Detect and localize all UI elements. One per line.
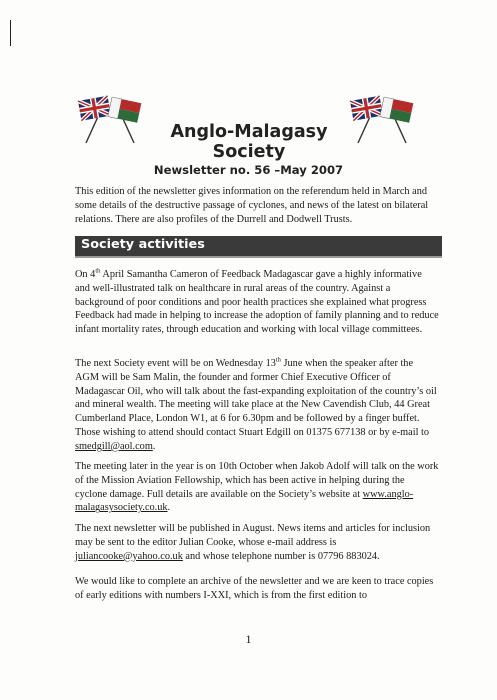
paragraph-next-event: The next Society event will be on Wednesday 13th June when the speaker after the AGM will be Sam Malin, the founder and former Chief Executive Officer of Madagascar Oil, who will talk about the fast-expanding exploitation of the country’s oil and mineral wealth. The meeting will take place at the New Cavendish Club, 44 Great Cumberland Place, London W1, at 6 for 6.30pm and be followed by a finger buffet. Those wishing to attend should contact Stuart Edgill on 01375 677138 or by e-mail to smedgill@aol.com. bbox=[75, 356, 437, 452]
intro-paragraph: This edition of the newsletter gives information on the referendum held in March and some details of the destructive passage of cyclones, and news of the latest on bilateral relations. There are also profiles of the Durrell and Dodwell Trusts. bbox=[75, 186, 429, 225]
masthead bbox=[0, 93, 497, 162]
section-header bbox=[75, 236, 442, 258]
paragraph-archive: We would like to complete an archive of the newsletter and we are keen to trace copies of early editions with numbers I-XXI, which is from the first edition to bbox=[75, 576, 434, 601]
website-link[interactable]: www.anglo-malagasysociety.co.uk bbox=[75, 488, 414, 514]
email-link-cooke[interactable]: juliancooke@yahoo.co.uk bbox=[75, 550, 183, 562]
newsletter-issue: Newsletter no. 56 –May 2007 bbox=[153, 163, 344, 177]
email-link-edgill[interactable]: smedgill@aol.com bbox=[75, 440, 153, 452]
section-title: Society activities bbox=[81, 237, 205, 252]
page-number: 1 bbox=[245, 632, 252, 646]
paragraph-october-meeting: The meeting later in the year is on 10th October when Jakob Adolf will talk on the work of the Mission Aviation Fellowship, which has been active in helping during the cyclone damage. Full details are available on the Society’s website at www.anglo-malagasysociety.co.uk. bbox=[75, 461, 439, 514]
paragraph-talk-report: On 4th April Samantha Cameron of Feedback Madagascar gave a highly informative and well-illustrated talk on healthcare in rural areas of the country. Against a background of poor conditions and poor health practices she explained what progress Feedback had made in helping to increase the adoption of family planning and to reduce infant mortality rates, through education and working with local village committees. bbox=[75, 267, 439, 336]
crossed-flags-icon bbox=[74, 93, 146, 145]
margin-mark bbox=[10, 20, 11, 46]
crossed-flags-icon bbox=[346, 93, 418, 145]
paragraph-next-newsletter: The next newsletter will be published in August. News items and articles for inclusion may be sent to the editor Julian Cooke, whose e-mail address is juliancooke@yahoo.co.uk and whose telephone number is 07796 883024. bbox=[75, 523, 431, 562]
society-title: Anglo-Malagasy Society bbox=[170, 122, 328, 162]
